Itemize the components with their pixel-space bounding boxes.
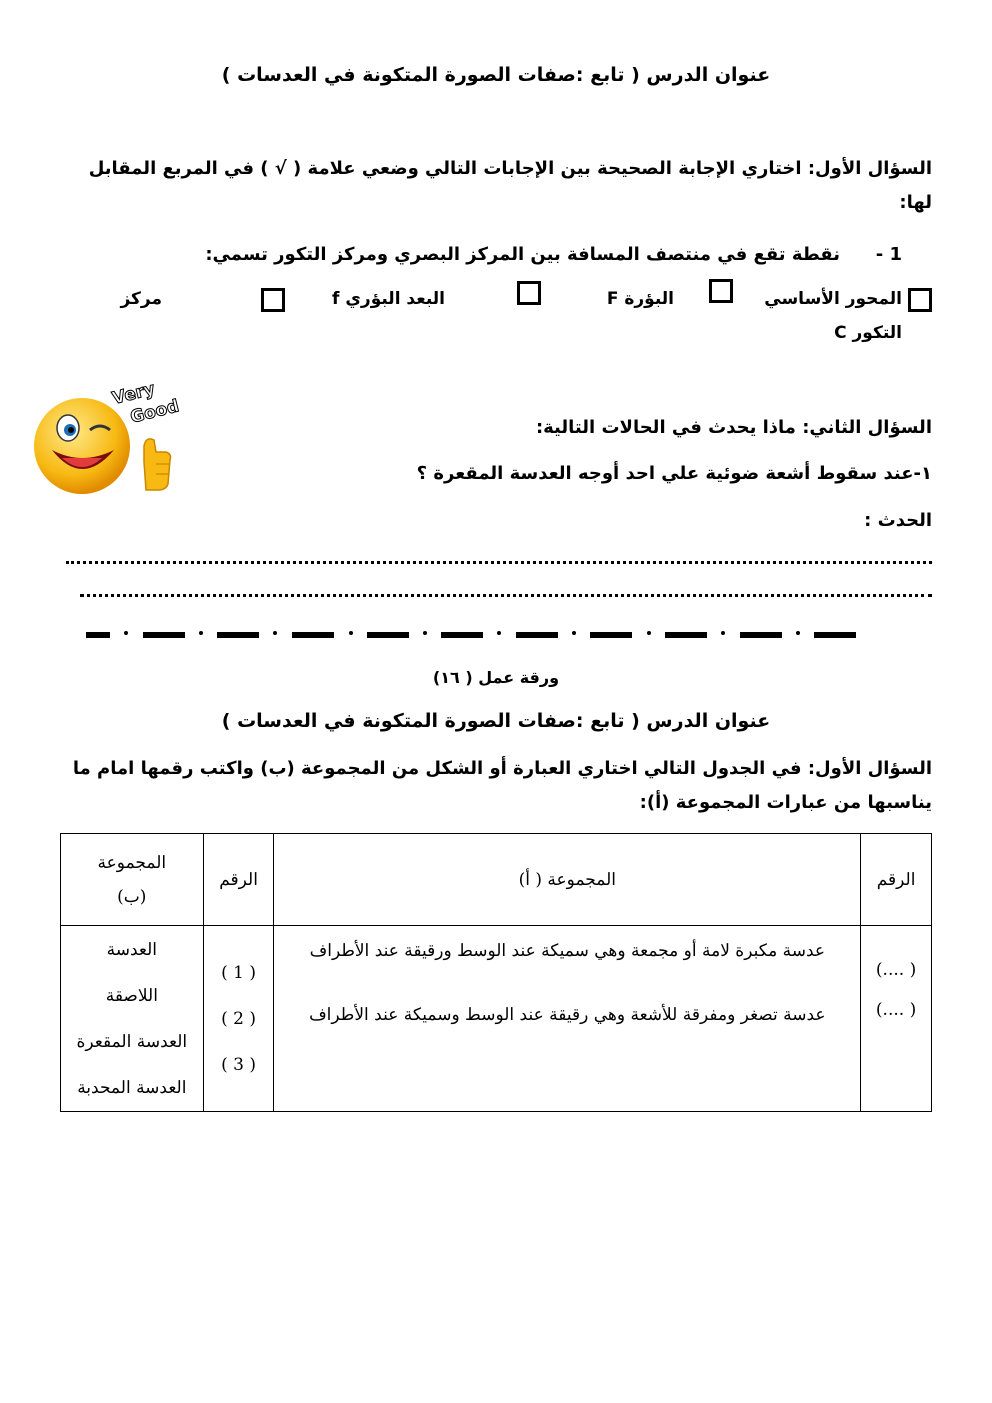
blank-1[interactable]: ( ....) bbox=[875, 960, 917, 980]
blank-2[interactable]: ( ....) bbox=[875, 1000, 917, 1020]
option-checkbox-principal-axis[interactable] bbox=[908, 288, 932, 312]
q2-title: السؤال الثاني: ماذا يحدث في الحالات التالية: bbox=[535, 417, 932, 438]
group-a-item-1: عدسة مكبرة لامة أو مجمعة وهي سميكة عند الوسط ورقيقة عند الأطراف bbox=[309, 941, 826, 961]
lesson-title-bottom: عنوان الدرس ( تابع :صفات الصورة المتكونة في العدسات ) bbox=[221, 710, 771, 732]
q2-answer-label: الحدث : bbox=[864, 510, 932, 531]
sticker-good: Good bbox=[128, 396, 182, 428]
header-group-b-line1: المجموعة bbox=[97, 852, 167, 873]
group-b-item-3: العدسة المقعرة bbox=[76, 1031, 188, 1052]
group-a-item-2: عدسة تصغر ومفرقة للأشعة وهي رقيقة عند الوسط وسميكة عند الأطراف bbox=[309, 1005, 826, 1025]
group-b-item-2: اللاصقة bbox=[105, 985, 158, 1006]
header-group-a: المجموعة ( أ) bbox=[274, 834, 861, 926]
answer-line-2[interactable] bbox=[80, 594, 932, 597]
answer-line-1[interactable] bbox=[66, 561, 932, 564]
q1-text-line1: السؤال الأول: اختاري الإجابة الصحيحة بين الإجابات التالي وضعي علامة ( √ ) في المربع المقابل bbox=[88, 158, 932, 179]
number-1: ( 1 ) bbox=[221, 962, 257, 983]
lesson-title-top: عنوان الدرس ( تابع :صفات الصورة المتكونة في العدسات ) bbox=[221, 64, 771, 86]
header-num-left: الرقم bbox=[203, 834, 274, 926]
option-checkbox-center-curvature[interactable] bbox=[261, 288, 285, 312]
sticker-very: Very bbox=[110, 379, 158, 409]
table-header-row bbox=[61, 834, 932, 926]
option-principal-axis: المحور الأساسي bbox=[764, 289, 902, 309]
group-b-cell bbox=[61, 926, 204, 1112]
q3-line1: السؤال الأول: في الجدول التالي اختاري العبارة أو الشكل من المجموعة (ب) واكتب رقمها امام ما bbox=[72, 758, 932, 779]
option-checkbox-focus[interactable] bbox=[709, 279, 733, 303]
number-2: ( 2 ) bbox=[221, 1008, 257, 1029]
q3-line2: يناسبها من عبارات المجموعة (أ): bbox=[639, 792, 932, 813]
option-focal-length: البعد البؤري f bbox=[332, 289, 445, 309]
very-good-sticker bbox=[30, 379, 190, 504]
option-checkbox-focal-length[interactable] bbox=[517, 281, 541, 305]
option-center-curvature-line2: التكور C bbox=[834, 323, 902, 343]
group-b-item-4: العدسة المحدبة bbox=[77, 1077, 187, 1098]
table-body-row bbox=[61, 926, 932, 1112]
q1-item-number: 1 - bbox=[875, 244, 902, 265]
q1-text-line2: لها: bbox=[899, 192, 932, 213]
matching-table bbox=[60, 833, 932, 1112]
q1-item-text: نقطة تقع في منتصف المسافة بين المركز البصري ومركز التكور تسمي: bbox=[205, 244, 840, 265]
numbers-cell bbox=[203, 926, 274, 1112]
group-b-item-1: العدسة bbox=[106, 939, 158, 960]
option-center-curvature-line1: مركز bbox=[120, 289, 162, 309]
blanks-cell bbox=[861, 926, 932, 1112]
option-focus: البؤرة F bbox=[606, 289, 674, 309]
number-3: ( 3 ) bbox=[221, 1054, 257, 1075]
worksheet-label: ورقة عمل ( ١٦) bbox=[432, 668, 560, 687]
header-num-right: الرقم bbox=[861, 834, 932, 926]
group-a-cell bbox=[274, 926, 861, 1112]
header-group-b bbox=[61, 834, 204, 926]
header-group-b-line2: (ب) bbox=[117, 886, 147, 907]
q2-item: ١-عند سقوط أشعة ضوئية علي احد أوجه العدسة المقعرة ؟ bbox=[416, 463, 932, 484]
